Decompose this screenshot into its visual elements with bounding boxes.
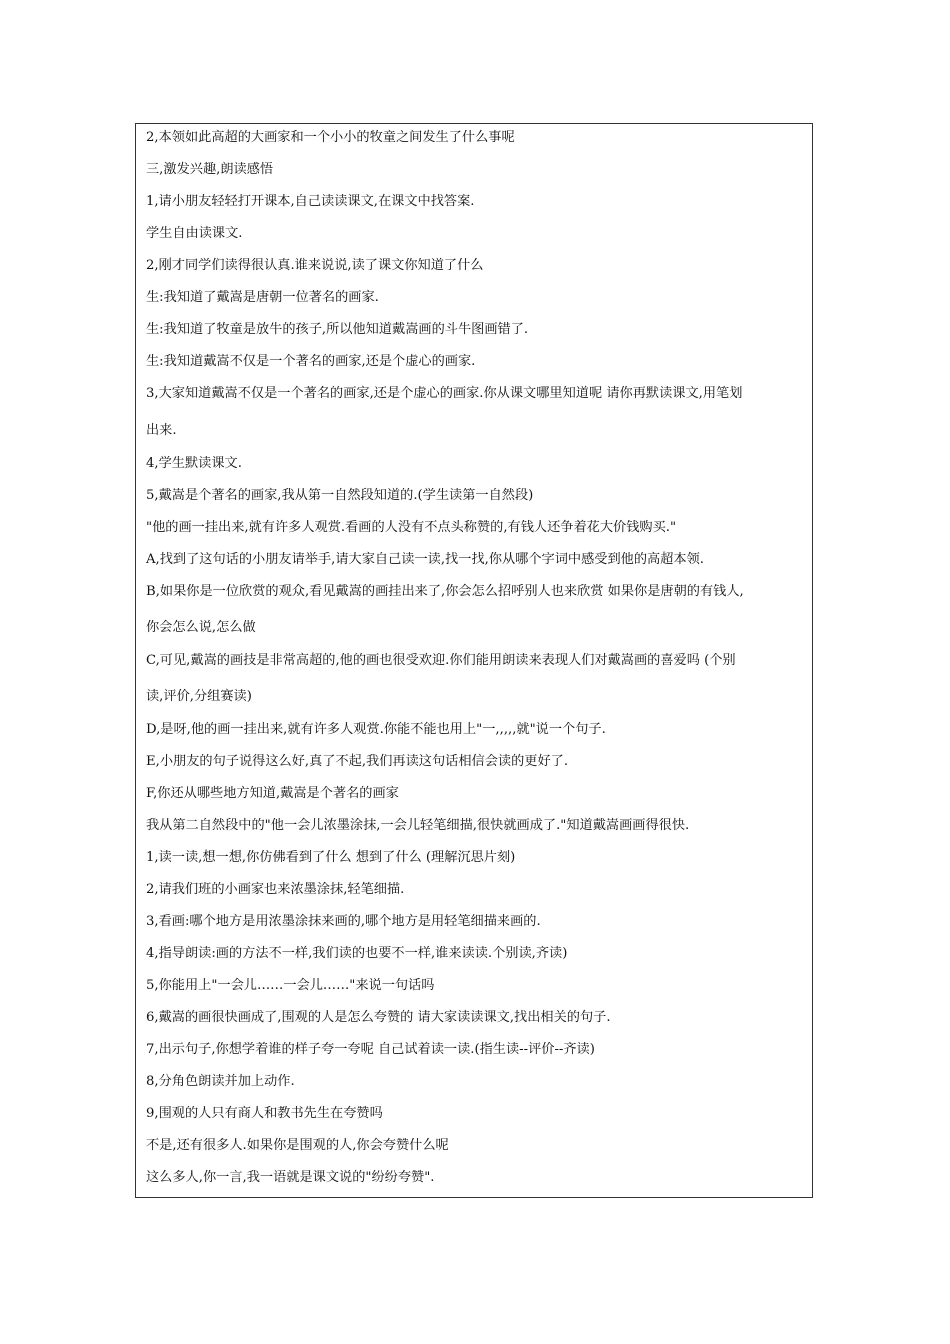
- text-line: 5,戴嵩是个著名的画家,我从第一自然段知道的.(学生读第一自然段): [146, 488, 534, 503]
- text-line: C,可见,戴嵩的画技是非常高超的,他的画也很受欢迎.你们能用朗读来表现人们对戴嵩画的喜爱吗 (个别: [146, 653, 736, 668]
- text-line-continuation: 你会怎么说,怎么做: [146, 620, 256, 635]
- text-line: 9,围观的人只有商人和教书先生在夸赞吗: [146, 1106, 383, 1121]
- section-heading: 三,激发兴趣,朗读感悟: [146, 162, 274, 177]
- text-line: 3,看画:哪个地方是用浓墨涂抹来画的,哪个地方是用轻笔细描来画的.: [146, 914, 541, 929]
- text-line: 2,请我们班的小画家也来浓墨涂抹,轻笔细描.: [146, 882, 405, 897]
- text-line: 3,大家知道戴嵩不仅是一个著名的画家,还是个虚心的画家.你从课文哪里知道呢 请你再默读课文,用笔划: [146, 386, 743, 401]
- text-line: 生:我知道了牧童是放牛的孩子,所以他知道戴嵩画的斗牛图画错了.: [146, 322, 529, 337]
- lesson-plan-table-cell: [135, 123, 813, 1198]
- text-line: 生:我知道戴嵩不仅是一个著名的画家,还是个虚心的画家.: [146, 354, 476, 369]
- text-line: E,小朋友的句子说得这么好,真了不起,我们再读这句话相信会读的更好了.: [146, 754, 569, 769]
- text-line: 学生自由读课文.: [146, 226, 243, 241]
- quoted-text-line: "他的画一挂出来,就有许多人观赏.看画的人没有不点头称赞的,有钱人还争着花大价钱购买.": [146, 520, 677, 535]
- text-line: A,找到了这句话的小朋友请举手,请大家自己读一读,找一找,你从哪个字词中感受到他的高超本领.: [146, 552, 704, 567]
- text-line: 4,学生默读课文.: [146, 456, 242, 471]
- text-line: 5,你能用上"一会儿……一会儿……"来说一句话吗: [146, 978, 435, 993]
- text-line-continuation: 读,评价,分组赛读): [146, 689, 252, 704]
- text-line: 4,指导朗读:画的方法不一样,我们读的也要不一样,谁来读读.个别读,齐读): [146, 946, 568, 961]
- text-line-continuation: 出来.: [146, 423, 177, 438]
- text-line: 6,戴嵩的画很快画成了,围观的人是怎么夸赞的 请大家读读课文,找出相关的句子.: [146, 1010, 611, 1025]
- text-line: 1,请小朋友轻轻打开课本,自己读读课文,在课文中找答案.: [146, 194, 475, 209]
- text-line: 这么多人,你一言,我一语就是课文说的"纷纷夸赞".: [146, 1170, 435, 1185]
- text-line: 8,分角色朗读并加上动作.: [146, 1074, 295, 1089]
- text-line: D,是呀,他的画一挂出来,就有许多人观赏.你能不能也用上"一,,,,,就"说一个句子.: [146, 722, 606, 737]
- text-line: 2,刚才同学们读得很认真.谁来说说,读了课文你知道了什么: [146, 258, 484, 273]
- text-line: 7,出示句子,你想学着谁的样子夸一夸呢 自己试着读一读.(指生读--评价--齐读): [146, 1042, 595, 1057]
- text-line: 不是,还有很多人.如果你是围观的人,你会夸赞什么呢: [146, 1138, 449, 1153]
- text-line: B,如果你是一位欣赏的观众,看见戴嵩的画挂出来了,你会怎么招呼别人也来欣赏 如果你是唐朝的有钱人,: [146, 584, 744, 599]
- text-line: F,你还从哪些地方知道,戴嵩是个著名的画家: [146, 786, 399, 801]
- text-line: 1,读一读,想一想,你仿佛看到了什么 想到了什么 (理解沉思片刻): [146, 850, 516, 865]
- text-line: 我从第二自然段中的"他一会儿浓墨涂抹,一会儿轻笔细描,很快就画成了."知道戴嵩画画得很快.: [146, 818, 690, 833]
- text-line: 2,本领如此高超的大画家和一个小小的牧童之间发生了什么事呢: [146, 130, 515, 145]
- text-line: 生:我知道了戴嵩是唐朝一位著名的画家.: [146, 290, 379, 305]
